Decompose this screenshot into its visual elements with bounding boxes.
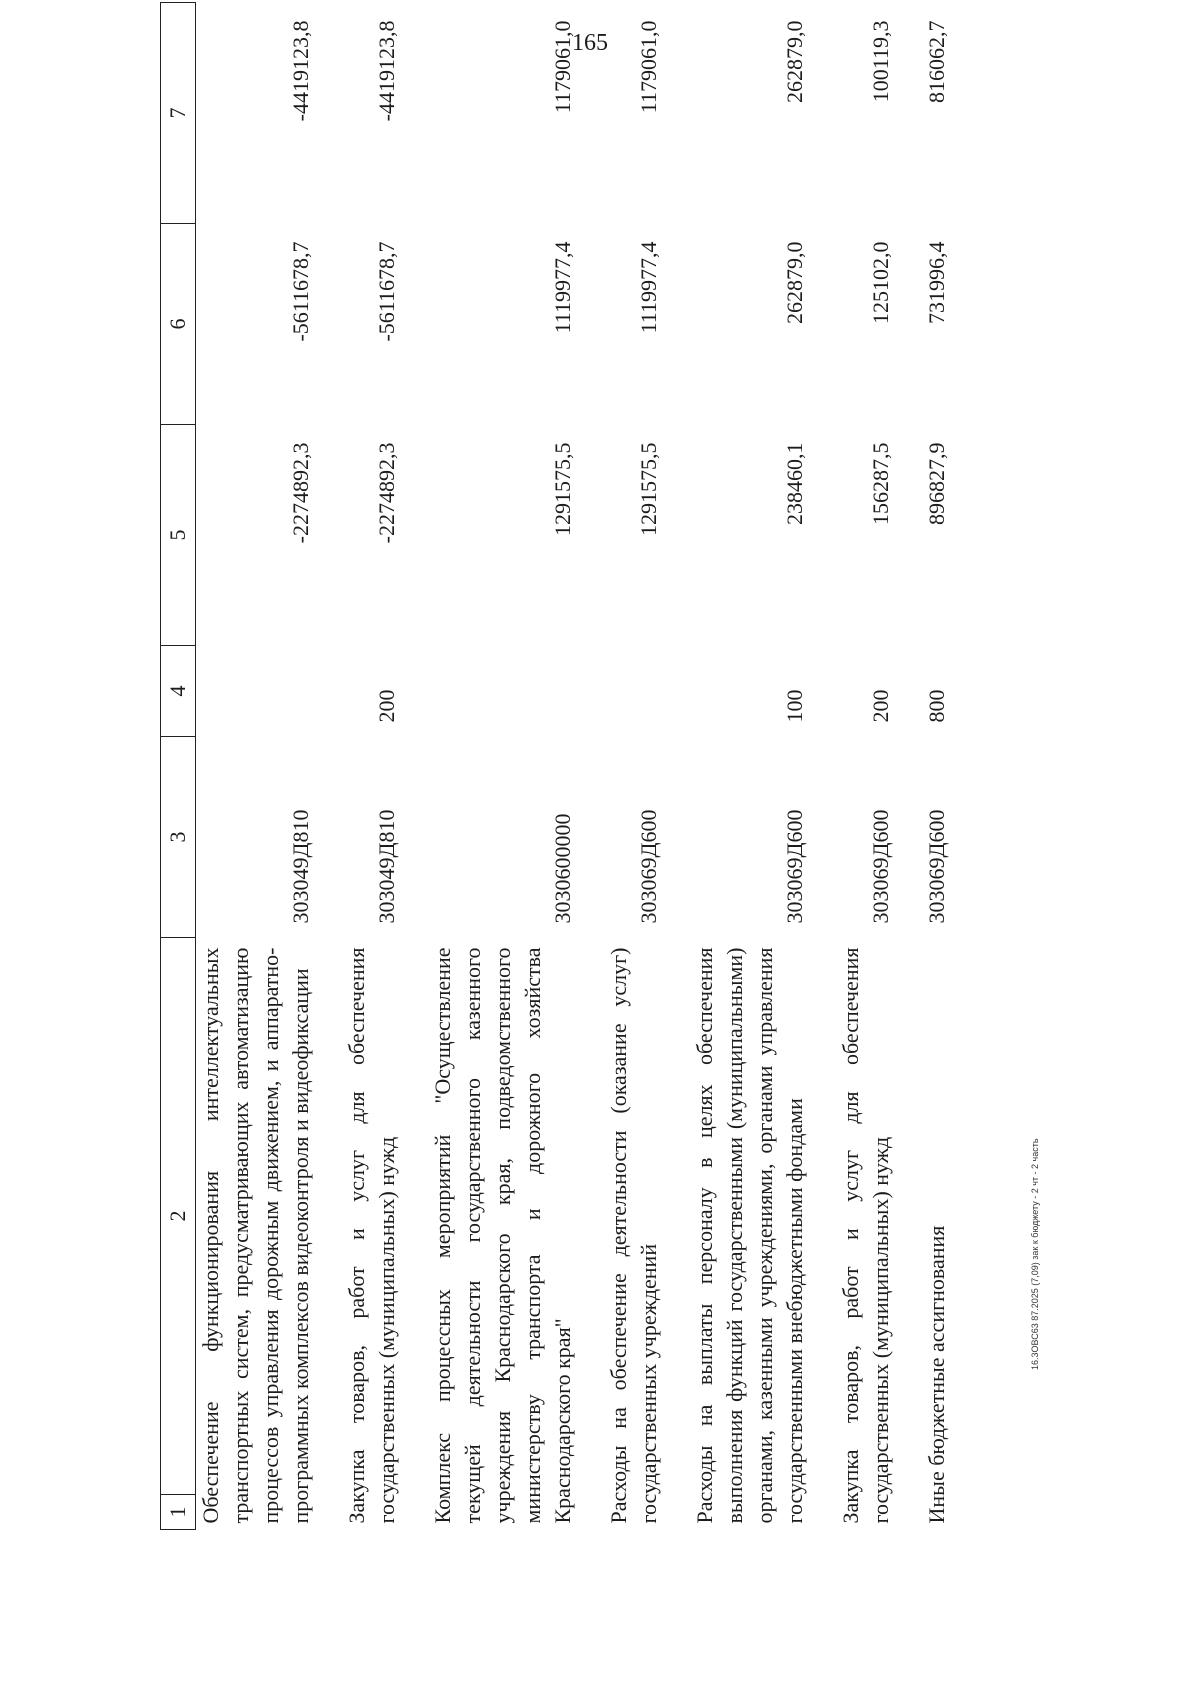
row-description: Комплекс процессных мероприятий "Осуществление текущей деятельности государственного казенного учреждения Краснодарского края, подведомственного министерству транспорта и дорожного хозяйства Краснодарского края" <box>430 947 575 1524</box>
row-value-6: 262879,0 <box>782 241 807 324</box>
row-value-6: -5611678,7 <box>374 241 399 342</box>
header-col-7: 7 <box>161 3 196 224</box>
row-code: 303069Д600 <box>924 809 949 924</box>
row-value-5: 238460,1 <box>782 442 807 525</box>
row-value-7: -4419123,8 <box>374 20 399 122</box>
page-number: 165 <box>572 30 608 56</box>
table-row <box>922 3 978 1530</box>
row-group: 200 <box>374 689 399 723</box>
header-col-2: 2 <box>161 938 196 1495</box>
row-value-6: 1119977,4 <box>550 241 575 334</box>
row-group <box>428 646 604 737</box>
row-code: 3030600000 <box>550 813 575 924</box>
row-value-5: -2274892,3 <box>288 442 313 544</box>
row-group: 800 <box>924 689 949 723</box>
row-value-7: 100119,3 <box>868 20 893 103</box>
row-code: 303069Д600 <box>868 809 893 924</box>
row-description: Закупка товаров, работ и услуг для обеспечения государственных (муниципальных) нужд <box>344 947 399 1524</box>
row-value-5: 1291575,5 <box>550 442 575 536</box>
row-description: Закупка товаров, работ и услуг для обеспечения государственных (муниципальных) нужд <box>838 947 893 1524</box>
table-row <box>604 3 690 1530</box>
row-description: Иные бюджетные ассигнования <box>924 1225 949 1524</box>
header-col-6: 6 <box>161 224 196 425</box>
row-code: 303049Д810 <box>374 809 399 924</box>
header-row <box>161 3 196 1530</box>
table-row <box>690 3 836 1530</box>
row-value-5: 156287,5 <box>868 442 893 525</box>
row-code: 303069Д600 <box>782 809 807 924</box>
row-value-5: -2274892,3 <box>374 442 399 544</box>
row-code: 303049Д810 <box>288 809 313 924</box>
row-group: 100 <box>782 689 807 723</box>
row-group: 200 <box>868 689 893 723</box>
header-col-1: 1 <box>161 1495 196 1530</box>
row-value-7: 816062,7 <box>924 20 949 103</box>
footer-reference: 16.3ОВС63 87.2025 (7,09) зак к бюджету - 2 чт - 2 часть <box>1030 1138 1040 1370</box>
header-col-5: 5 <box>161 425 196 646</box>
table-row <box>836 3 922 1530</box>
row-value-7: 262879,0 <box>782 20 807 103</box>
header-col-4: 4 <box>161 646 196 737</box>
row-value-6: 125102,0 <box>868 241 893 324</box>
row-value-7: 1179061,0 <box>636 20 661 114</box>
header-col-3: 3 <box>161 737 196 938</box>
row-value-7: 1179061,0 <box>550 20 575 114</box>
row-value-7: -4419123,8 <box>288 20 313 122</box>
row-description: Расходы на выплаты персоналу в целях обеспечения выполнения функций государственными (муниципальными) органами, казенными учреждениями, органами управления государственными внебюджетными фондами <box>692 947 807 1524</box>
row-group <box>604 646 690 737</box>
rotated-table-container <box>160 10 1020 1530</box>
table-row <box>196 3 343 1530</box>
row-group <box>196 646 343 737</box>
row-description: Обеспечение функционирования интеллектуальных транспортных систем, предусматривающих автоматизацию процессов управления дорожным движением, и аппаратно-программных комплексов видеоконтроля и видеофиксации <box>198 947 313 1524</box>
row-description: Расходы на обеспечение деятельности (оказание услуг) государственных учреждений <box>606 947 661 1524</box>
row-value-5: 896827,9 <box>924 442 949 525</box>
row-value-5: 1291575,5 <box>636 442 661 536</box>
row-value-6: 731996,4 <box>924 241 949 324</box>
table-row <box>342 3 428 1530</box>
row-value-6: 1119977,4 <box>636 241 661 334</box>
row-value-6: -5611678,7 <box>288 241 313 342</box>
table-row <box>428 3 604 1530</box>
row-code: 303069Д600 <box>636 809 661 924</box>
budget-table <box>160 2 978 1530</box>
